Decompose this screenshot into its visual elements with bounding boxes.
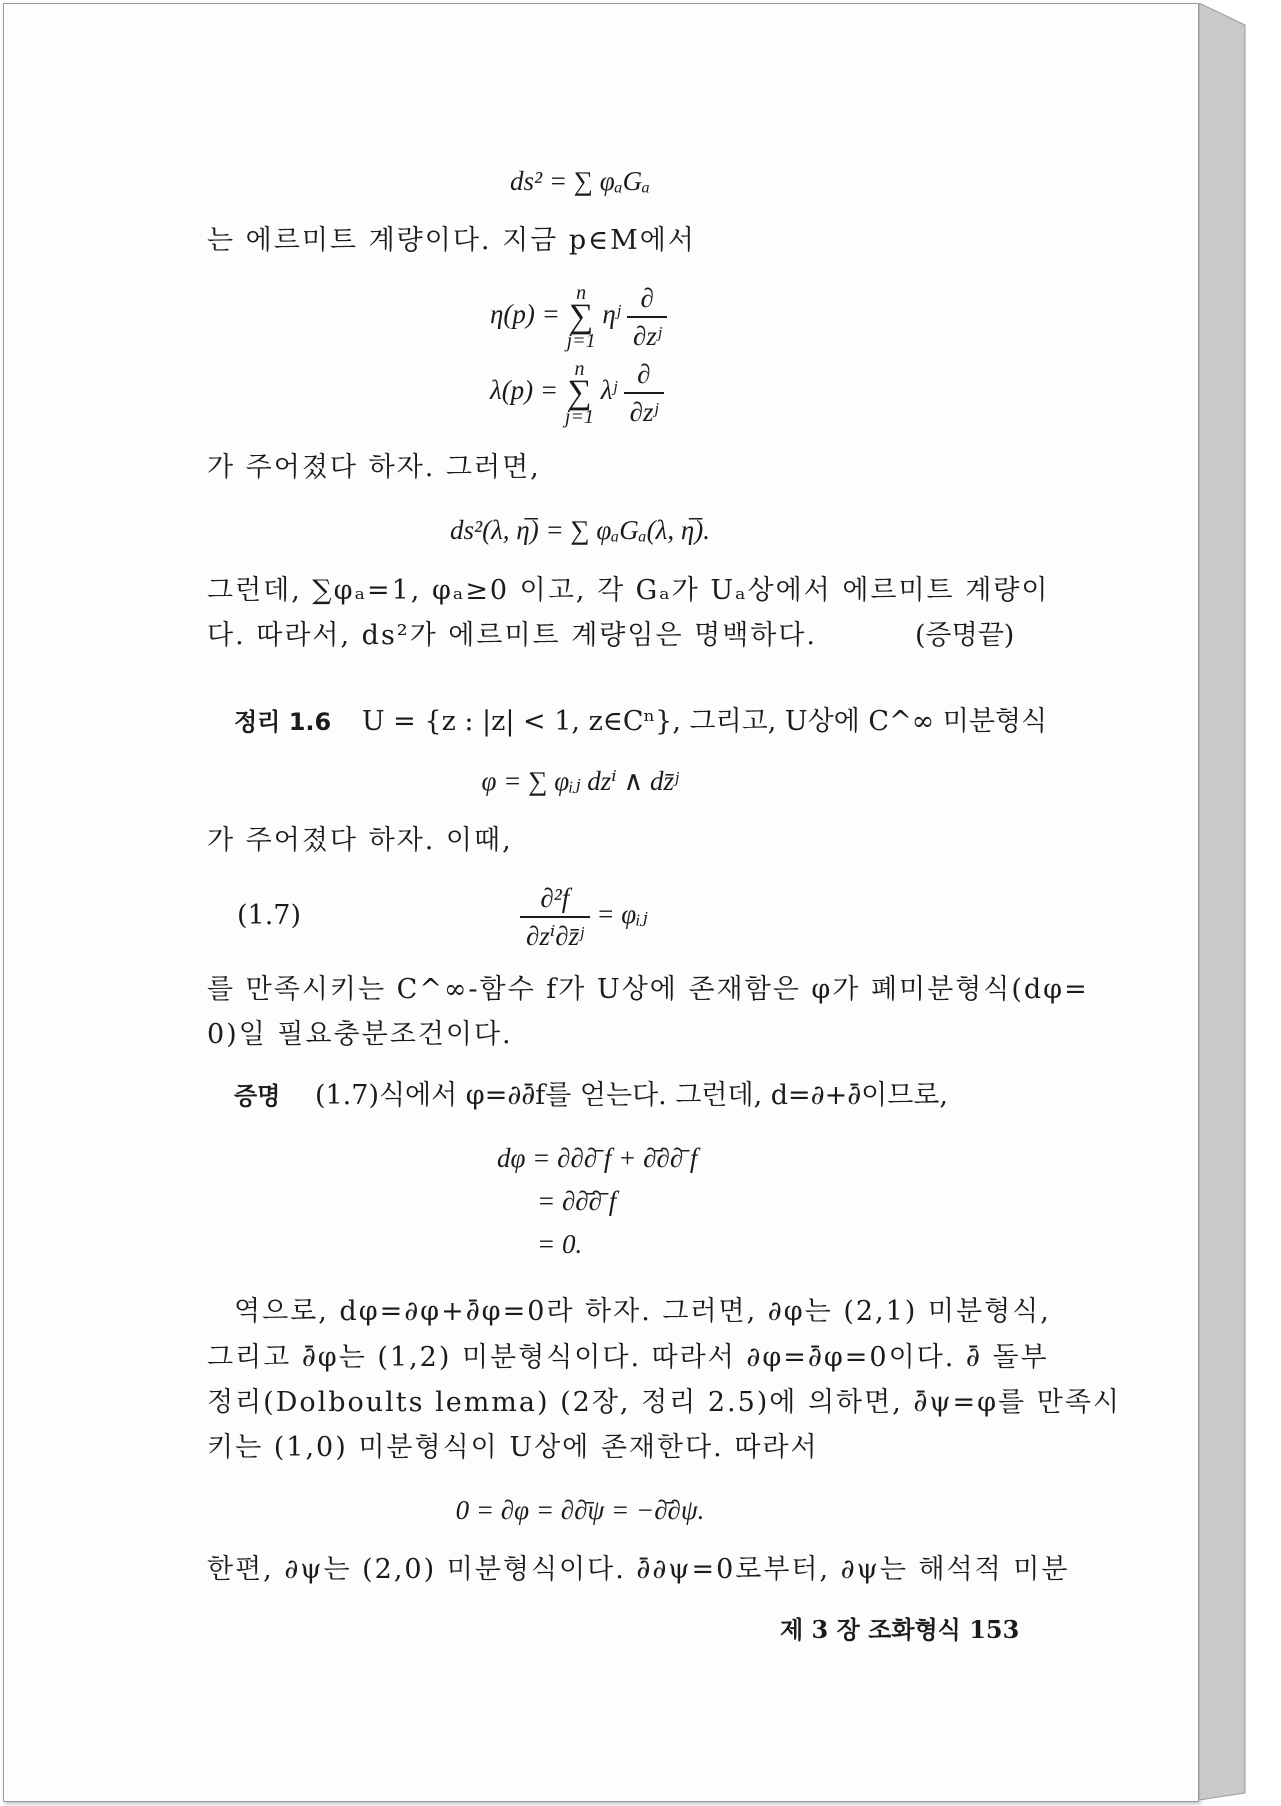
eta-lhs: η(p) = <box>490 299 567 330</box>
lambda-term: λʲ <box>600 375 617 406</box>
text-line: 가 주어졌다 하자. 그러면, <box>207 452 541 483</box>
eta-term: ηʲ <box>602 299 621 330</box>
equation-dphi-3: = 0. <box>537 1229 583 1259</box>
text-line: 0)일 필요충분조건이다. <box>207 1019 513 1050</box>
text-line: 다. 따라서, ds²가 에르미트 계량임은 명백하다. <box>207 620 818 651</box>
book-spine <box>1199 3 1247 1800</box>
equation-number: (1.7) <box>237 900 302 931</box>
text-line: 그런데, ∑φₐ=1, φₐ≥0 이고, 각 Gₐ가 Uₐ상에서 에르미트 계량이 <box>207 575 1050 606</box>
equation-eta <box>490 280 667 350</box>
equation-ds2: ds² = ∑ φₐGₐ <box>509 166 651 196</box>
equation-1-7 <box>520 880 648 960</box>
theorem-text: U = {z : |z| < 1, z∈Cⁿ}, 그리고, U상에 C^∞ 미분형식 <box>361 706 1048 737</box>
text-line: 한편, ∂ψ는 (2,0) 미분형식이다. ∂̄∂ψ=0로부터, ∂ψ는 해석적 미분 <box>207 1554 1070 1585</box>
text-line: 가 주어졌다 하자. 이때, <box>207 825 513 856</box>
sum-symbol: n ∑ j=1 <box>564 358 594 428</box>
equation-zero: 0 = ∂φ = ∂∂̄ψ = −∂̄∂ψ. <box>455 1495 705 1525</box>
sum-symbol: n ∑ j=1 <box>566 282 596 352</box>
equation-ds2-lambda: ds²(λ, η̅) = ∑ φₐGₐ(λ, η̅). <box>450 515 710 545</box>
equation-phi: φ = ∑ φᵢⱼ dzⁱ ∧ dz̄ʲ <box>481 766 679 796</box>
text-line: 키는 (1,0) 미분형식이 U상에 존재한다. 따라서 <box>207 1432 819 1463</box>
equation-dphi-1: dφ = ∂∂∂̄ f + ∂̄∂∂̄ f <box>497 1143 698 1173</box>
proof-end: (증명끝) <box>915 620 1015 651</box>
proof-heading <box>234 1078 948 1114</box>
theorem-heading <box>234 704 1047 740</box>
equation-lambda <box>490 356 664 426</box>
proof-label: 증명 <box>234 1082 281 1110</box>
second-derivative-fraction: $\frac{\text{∂²f}}{\text{∂zⁱ∂z̄ʲ}}$ <box>520 880 590 954</box>
equation-rhs: = φᵢⱼ <box>596 899 648 930</box>
text-line: 그리고 ∂̄φ는 (1,2) 미분형식이다. 따라서 ∂φ=∂̄φ=0이다. ∂̄ 돌부 <box>207 1342 1049 1373</box>
partial-fraction: $\frac{\partial}{\text{∂zʲ}}$ <box>627 280 667 354</box>
text-line: 는 에르미트 계량이다. 지금 p∈M에서 <box>207 225 696 256</box>
equation-dphi-2: = ∂∂̄∂̄ f <box>537 1186 617 1216</box>
text-line: 정리(Dolboults lemma) (2장, 정리 2.5)에 의하면, ∂̄ψ=φ를 만족시 <box>207 1387 1121 1418</box>
running-footer: 제 3 장 조화형식 153 <box>780 1615 1020 1644</box>
text-line: 를 만족시키는 C^∞-함수 f가 U상에 존재함은 φ가 폐미분형식(dφ= <box>207 974 1089 1005</box>
proof-text: (1.7)식에서 φ=∂∂̄f를 얻는다. 그런데, d=∂+∂̄이므로, <box>314 1080 949 1111</box>
theorem-label: 정리 1.6 <box>234 708 332 736</box>
text-line: 역으로, dφ=∂φ+∂̄φ=0라 하자. 그러면, ∂φ는 (2,1) 미분형식, <box>234 1296 1051 1327</box>
lambda-lhs: λ(p) = <box>490 375 565 406</box>
partial-fraction: $\frac{\partial}{\text{∂zʲ}}$ <box>624 356 664 430</box>
